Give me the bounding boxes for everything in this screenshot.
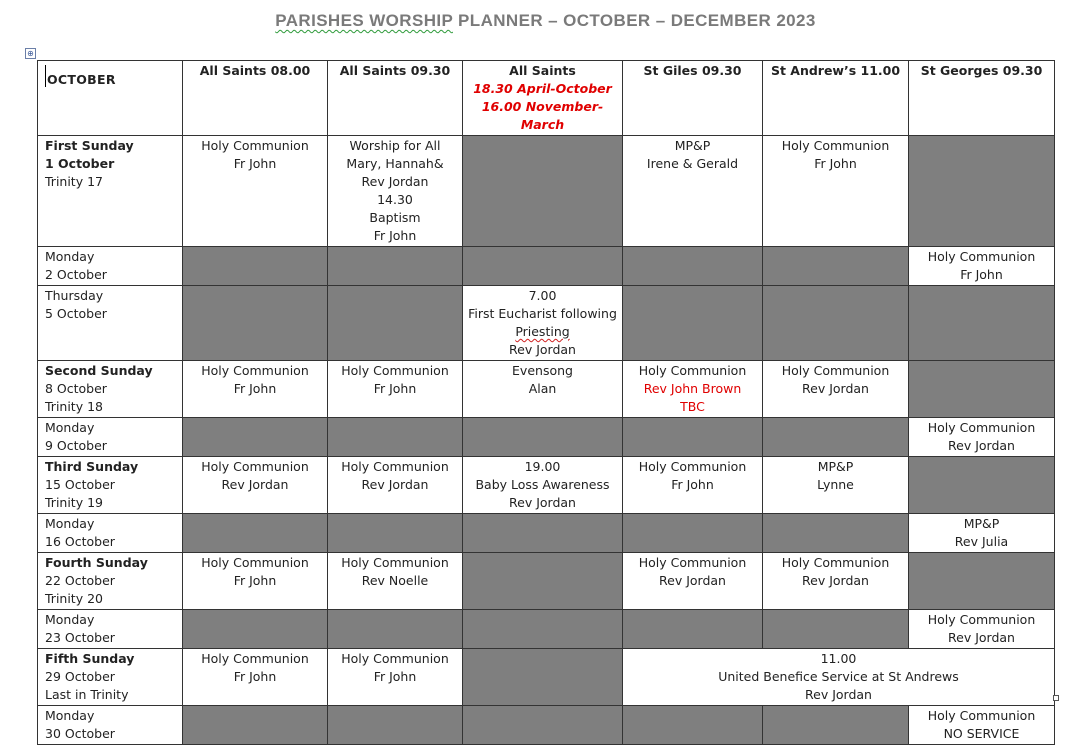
date-cell <box>38 457 183 514</box>
service-time: 7.00 <box>528 288 557 303</box>
no-service-cell <box>623 286 763 361</box>
officiant: Rev Jordan <box>361 174 429 189</box>
officiant: Irene & Gerald <box>646 156 739 171</box>
no-service-cell <box>463 649 623 706</box>
date-cell <box>38 649 183 706</box>
no-service-cell <box>763 247 909 286</box>
no-service-cell <box>763 418 909 457</box>
service-cell <box>183 136 328 247</box>
service-time: 19.00 <box>524 459 561 474</box>
no-service-cell <box>909 361 1055 418</box>
officiant: Rev Jordan <box>802 381 869 396</box>
day-label: Monday <box>45 420 95 435</box>
no-service-cell <box>623 418 763 457</box>
service-cell <box>909 706 1055 745</box>
liturgical-label: Trinity 20 <box>45 591 103 606</box>
service-name: Worship for All <box>349 138 441 153</box>
service-name: Holy Communion <box>341 459 449 474</box>
service-name: Holy Communion <box>638 363 747 378</box>
day-label: Second Sunday <box>45 363 153 378</box>
officiant: Fr John <box>373 669 417 684</box>
service-cell <box>623 457 763 514</box>
service-cell <box>328 136 463 247</box>
table-row <box>38 457 1055 514</box>
officiant: Fr John <box>960 267 1003 282</box>
table-row <box>38 247 1055 286</box>
officiant: Rev Jordan <box>509 495 576 510</box>
service-name: Holy Communion <box>201 459 309 474</box>
officiant: Fr John <box>233 381 277 396</box>
no-service-cell <box>328 610 463 649</box>
officiant: Rev John Brown <box>643 381 742 396</box>
service-name: Holy Communion <box>201 138 309 153</box>
date-cell <box>38 553 183 610</box>
table-row <box>38 706 1055 745</box>
date-label: 22 October <box>45 573 115 588</box>
service-cell <box>183 553 328 610</box>
date-cell <box>38 706 183 745</box>
no-service-cell <box>763 706 909 745</box>
service-cell <box>623 553 763 610</box>
officiant: Fr John <box>233 573 277 588</box>
service-name: MP&P <box>817 459 854 474</box>
date-label: 2 October <box>45 267 107 282</box>
no-service-cell <box>763 610 909 649</box>
officiant: Rev Noelle <box>361 573 429 588</box>
table-resize-handle[interactable] <box>1053 695 1059 701</box>
service-time: 14.30 <box>377 192 413 207</box>
no-service-cell <box>328 706 463 745</box>
date-label: 1 October <box>45 156 115 171</box>
no-service-cell <box>328 514 463 553</box>
service-name: First Eucharist following <box>468 306 617 321</box>
date-label: 8 October <box>45 381 107 396</box>
page-title <box>0 11 1091 31</box>
title-part-1: PARISHES WORSHIP <box>275 11 453 30</box>
service-name: MP&P <box>674 138 711 153</box>
leaders: Mary, Hannah& <box>346 156 444 171</box>
service-cell <box>463 361 623 418</box>
liturgical-label: Trinity 19 <box>45 495 103 510</box>
date-cell <box>38 610 183 649</box>
service-name: Holy Communion <box>341 555 449 570</box>
date-cell <box>38 361 183 418</box>
no-service-cell <box>623 514 763 553</box>
service-cell <box>183 361 328 418</box>
no-service-cell <box>183 514 328 553</box>
summer-time-note: 18.30 April-October <box>473 81 612 96</box>
officiant: Rev Jordan <box>802 573 869 588</box>
officiant: Rev Jordan <box>509 342 576 357</box>
officiant: Rev Julia <box>954 534 1009 549</box>
service-name: Baptism <box>369 210 421 225</box>
table-row <box>38 553 1055 610</box>
no-service-cell <box>328 286 463 361</box>
service-name: MP&P <box>963 516 1000 531</box>
date-cell <box>38 136 183 247</box>
service-status: NO SERVICE <box>943 726 1020 741</box>
col-header-all-saints-0930: All Saints 09.30 <box>328 61 463 136</box>
col-header-st-andrews: St Andrew’s 11.00 <box>763 61 909 136</box>
officiant: Rev Jordan <box>805 687 872 702</box>
officiant: Fr John <box>233 156 277 171</box>
officiant: Fr John <box>671 477 714 492</box>
tbc-note: TBC <box>680 399 705 414</box>
service-name: Holy Communion <box>927 420 1036 435</box>
service-cell <box>328 361 463 418</box>
no-service-cell <box>463 247 623 286</box>
service-name: Holy Communion <box>781 138 890 153</box>
table-row <box>38 136 1055 247</box>
col-header-st-georges: St Georges 09.30 <box>909 61 1055 136</box>
service-name: United Benefice Service at St Andrews <box>718 669 959 684</box>
service-cell <box>763 136 909 247</box>
no-service-cell <box>763 514 909 553</box>
service-name: Holy Communion <box>341 363 449 378</box>
service-cell <box>463 286 623 361</box>
service-name: Holy Communion <box>781 555 890 570</box>
table-row <box>38 418 1055 457</box>
no-service-cell <box>463 610 623 649</box>
date-cell <box>38 247 183 286</box>
service-name: Holy Communion <box>927 612 1036 627</box>
date-cell <box>38 286 183 361</box>
day-label: Monday <box>45 708 95 723</box>
col-header-all-saints-evening <box>463 61 623 136</box>
date-label: 15 October <box>45 477 115 492</box>
no-service-cell <box>183 610 328 649</box>
service-cell <box>328 553 463 610</box>
no-service-cell <box>463 706 623 745</box>
service-cell <box>623 361 763 418</box>
no-service-cell <box>909 553 1055 610</box>
day-label: Monday <box>45 249 95 264</box>
no-service-cell <box>183 706 328 745</box>
table-row <box>38 514 1055 553</box>
day-label: Third Sunday <box>45 459 139 474</box>
service-cell <box>909 514 1055 553</box>
table-row <box>38 286 1055 361</box>
col-header-all-saints-0800: All Saints 08.00 <box>183 61 328 136</box>
service-name: Holy Communion <box>201 363 309 378</box>
officiant: Fr John <box>233 669 277 684</box>
no-service-cell <box>463 136 623 247</box>
service-cell <box>328 649 463 706</box>
service-cell <box>763 457 909 514</box>
service-time: 11.00 <box>820 651 857 666</box>
no-service-cell <box>328 418 463 457</box>
service-name: Holy Communion <box>927 708 1036 723</box>
service-cell <box>909 418 1055 457</box>
day-label: First Sunday <box>45 138 134 153</box>
no-service-cell <box>463 553 623 610</box>
service-cell <box>183 457 328 514</box>
service-name: Evensong <box>512 363 573 378</box>
no-service-cell <box>183 247 328 286</box>
table-row <box>38 610 1055 649</box>
date-label: 23 October <box>45 630 115 645</box>
service-cell <box>183 649 328 706</box>
officiant: Rev Jordan <box>948 630 1015 645</box>
officiant: Rev Jordan <box>361 477 429 492</box>
no-service-cell <box>463 418 623 457</box>
service-cell <box>909 247 1055 286</box>
officiant: Fr John <box>814 156 857 171</box>
no-service-cell <box>183 418 328 457</box>
service-cell <box>763 553 909 610</box>
date-cell <box>38 418 183 457</box>
day-label: Thursday <box>45 288 104 303</box>
service-name: Holy Communion <box>781 363 890 378</box>
date-label: 30 October <box>45 726 115 741</box>
no-service-cell <box>623 610 763 649</box>
date-label: 5 October <box>45 306 107 321</box>
service-cell <box>328 457 463 514</box>
day-label: Fifth Sunday <box>45 651 135 666</box>
officiant: Rev Jordan <box>659 573 726 588</box>
no-service-cell <box>623 247 763 286</box>
no-service-cell <box>623 706 763 745</box>
liturgical-label: Trinity 18 <box>45 399 103 414</box>
date-label: 29 October <box>45 669 115 684</box>
no-service-cell <box>909 457 1055 514</box>
text-cursor <box>45 65 46 87</box>
day-label: Monday <box>45 612 95 627</box>
no-service-cell <box>328 247 463 286</box>
service-cell <box>623 136 763 247</box>
no-service-cell <box>763 286 909 361</box>
united-benefice-cell <box>623 649 1055 706</box>
table-row <box>38 649 1055 706</box>
officiant: Lynne <box>817 477 854 492</box>
service-name: Holy Communion <box>927 249 1036 264</box>
officiant: Fr John <box>373 381 417 396</box>
table-row <box>38 361 1055 418</box>
officiant: Rev Jordan <box>221 477 289 492</box>
service-name: Holy Communion <box>201 555 309 570</box>
date-label: 16 October <box>45 534 115 549</box>
service-name: Holy Communion <box>638 459 747 474</box>
service-name: Holy Communion <box>638 555 747 570</box>
service-cell <box>909 610 1055 649</box>
officiant: Alan <box>528 381 557 396</box>
no-service-cell <box>183 286 328 361</box>
service-cell <box>463 457 623 514</box>
worship-planner-table <box>37 60 1055 745</box>
date-cell <box>38 514 183 553</box>
day-label: Monday <box>45 516 95 531</box>
service-name-cont: Priesting <box>515 324 570 339</box>
table-move-handle-icon[interactable]: ⊕ <box>25 48 36 59</box>
header-row <box>38 61 1055 136</box>
col-header-label: All Saints <box>509 63 576 78</box>
winter-time-note: 16.00 November-March <box>481 99 604 132</box>
title-part-2: PLANNER – OCTOBER – DECEMBER 2023 <box>452 11 816 30</box>
col-header-st-giles: St Giles 09.30 <box>623 61 763 136</box>
no-service-cell <box>909 136 1055 247</box>
service-name: Holy Communion <box>341 651 449 666</box>
officiant: Rev Jordan <box>948 438 1015 453</box>
day-label: Fourth Sunday <box>45 555 148 570</box>
officiant: Fr John <box>373 228 417 243</box>
no-service-cell <box>909 286 1055 361</box>
service-cell <box>763 361 909 418</box>
service-name: Baby Loss Awareness <box>475 477 610 492</box>
month-heading <box>38 61 183 136</box>
no-service-cell <box>463 514 623 553</box>
liturgical-label: Trinity 17 <box>45 174 103 189</box>
service-name: Holy Communion <box>201 651 309 666</box>
liturgical-label: Last in Trinity <box>45 687 129 702</box>
date-label: 9 October <box>45 438 107 453</box>
month-label: OCTOBER <box>47 72 116 87</box>
